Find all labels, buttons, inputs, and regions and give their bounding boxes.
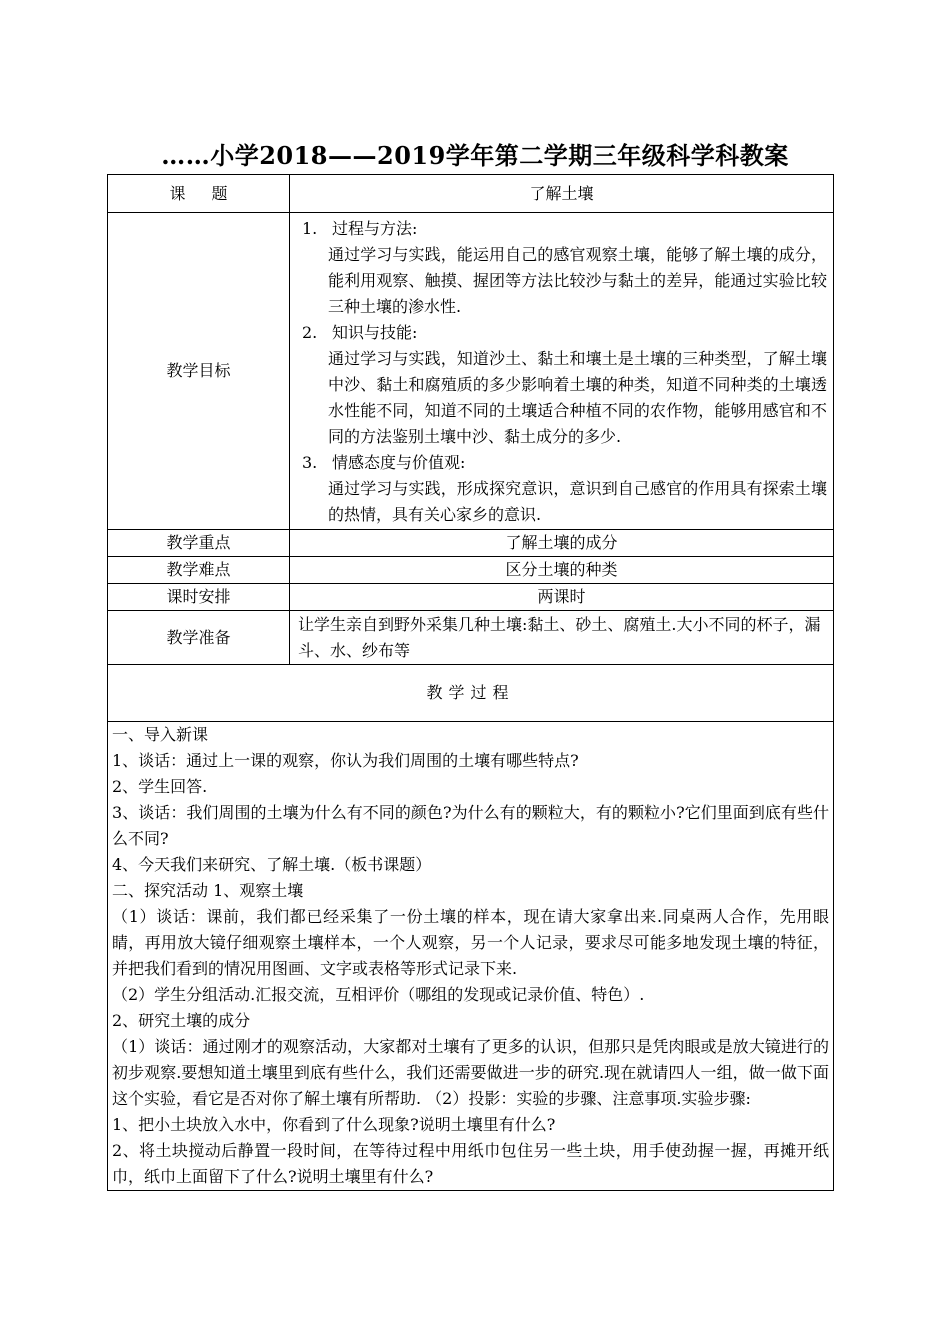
schedule-value: 两课时 bbox=[290, 584, 834, 611]
objective-3-body: 通过学习与实践，形成探究意识，意识到自己感官的作用具有探索土壤的热情，具有关心家乡的意识. bbox=[328, 479, 827, 524]
objectives-label: 教学目标 bbox=[108, 213, 290, 530]
process-line: 二、探究活动 1、观察土壤 bbox=[112, 881, 304, 900]
process-line: （1）谈话：通过刚才的观察活动，大家都对土壤有了更多的认识，但那只是凭肉眼或是放大镜进行的初步观察.要想知道土壤里到底有些什么，我们还需要做进一步的研究.现在就请四人一组，做一做下面这个实验，看它是否对你了解土壤有所帮助. （2）投影：实验的步骤、注意事项.实验步骤: bbox=[112, 1037, 829, 1108]
difficulty-value: 区分土壤的种类 bbox=[290, 557, 834, 584]
objective-3-heading: 3. 情感态度与价值观: bbox=[302, 453, 466, 472]
objectives-content bbox=[290, 213, 834, 530]
objectives-row bbox=[108, 213, 834, 530]
key-point-label: 教学重点 bbox=[108, 530, 290, 557]
preparation-row bbox=[108, 611, 834, 665]
process-heading-row bbox=[108, 665, 834, 722]
preparation-value: 让学生亲自到野外采集几种土壤:黏土、砂土、腐殖土.大小不同的杯子，漏斗、水、纱布等 bbox=[290, 611, 834, 665]
process-line: 2、学生回答. bbox=[112, 777, 208, 796]
document-title: ……小学2018——2019学年第二学期三年级科学科教案 bbox=[161, 141, 789, 170]
process-line: （2）学生分组活动.汇报交流，互相评价（哪组的发现或记录价值、特色）. bbox=[112, 985, 645, 1004]
lesson-plan-table bbox=[107, 174, 834, 1191]
preparation-label: 教学准备 bbox=[108, 611, 290, 665]
objective-1-body: 通过学习与实践，能运用自己的感官观察土壤，能够了解土壤的成分，能利用观察、触摸、握团等方法比较沙与黏土的差异，能通过实验比较三种土壤的渗水性. bbox=[328, 245, 827, 316]
difficulty-label: 教学难点 bbox=[108, 557, 290, 584]
process-line: 4、今天我们来研究、了解土壤.（板书课题） bbox=[112, 855, 432, 874]
schedule-row bbox=[108, 584, 834, 611]
process-body bbox=[108, 722, 834, 1191]
objective-2-body: 通过学习与实践，知道沙土、黏土和壤土是土壤的三种类型，了解土壤中沙、黏土和腐殖质的多少影响着土壤的种类，知道不同种类的土壤透水性能不同，知道不同的土壤适合种植不同的农作物，能够用感官和不同的方法鉴别土壤中沙、黏土成分的多少. bbox=[328, 349, 827, 446]
topic-row bbox=[108, 175, 834, 213]
schedule-label: 课时安排 bbox=[108, 584, 290, 611]
process-line: 2、研究土壤的成分 bbox=[112, 1011, 251, 1030]
process-line: （1）谈话：课前，我们都已经采集了一份土壤的样本，现在请大家拿出来.同桌两人合作，先用眼睛，再用放大镜仔细观察土壤样本，一个人观察，另一个人记录，要求尽可能多地发现土壤的特征，并把我们看到的情况用图画、文字或表格等形式记录下来. bbox=[112, 907, 829, 978]
process-body-row bbox=[108, 722, 834, 1191]
key-point-row bbox=[108, 530, 834, 557]
topic-value: 了解土壤 bbox=[290, 175, 834, 213]
process-line: 2、将土块搅动后静置一段时间，在等待过程中用纸巾包住另一些土块，用手使劲握一握，再摊开纸巾，纸巾上面留下了什么?说明土壤里有什么? bbox=[112, 1141, 829, 1186]
objective-1-heading: 1. 过程与方法: bbox=[302, 219, 418, 238]
process-heading: 教学过程 bbox=[108, 665, 834, 722]
objective-2-heading: 2. 知识与技能: bbox=[302, 323, 418, 342]
process-line: 一、导入新课 bbox=[112, 725, 209, 744]
process-line: 1、谈话：通过上一课的观察，你认为我们周围的土壤有哪些特点? bbox=[112, 751, 579, 770]
difficulty-row bbox=[108, 557, 834, 584]
process-line: 1、把小土块放入水中，你看到了什么现象?说明土壤里有什么? bbox=[112, 1115, 556, 1134]
topic-label: 课题 bbox=[108, 175, 290, 213]
process-line: 3、谈话：我们周围的土壤为什么有不同的颜色?为什么有的颗粒大，有的颗粒小?它们里面到底有些什么不同? bbox=[112, 803, 829, 848]
key-point-value: 了解土壤的成分 bbox=[290, 530, 834, 557]
